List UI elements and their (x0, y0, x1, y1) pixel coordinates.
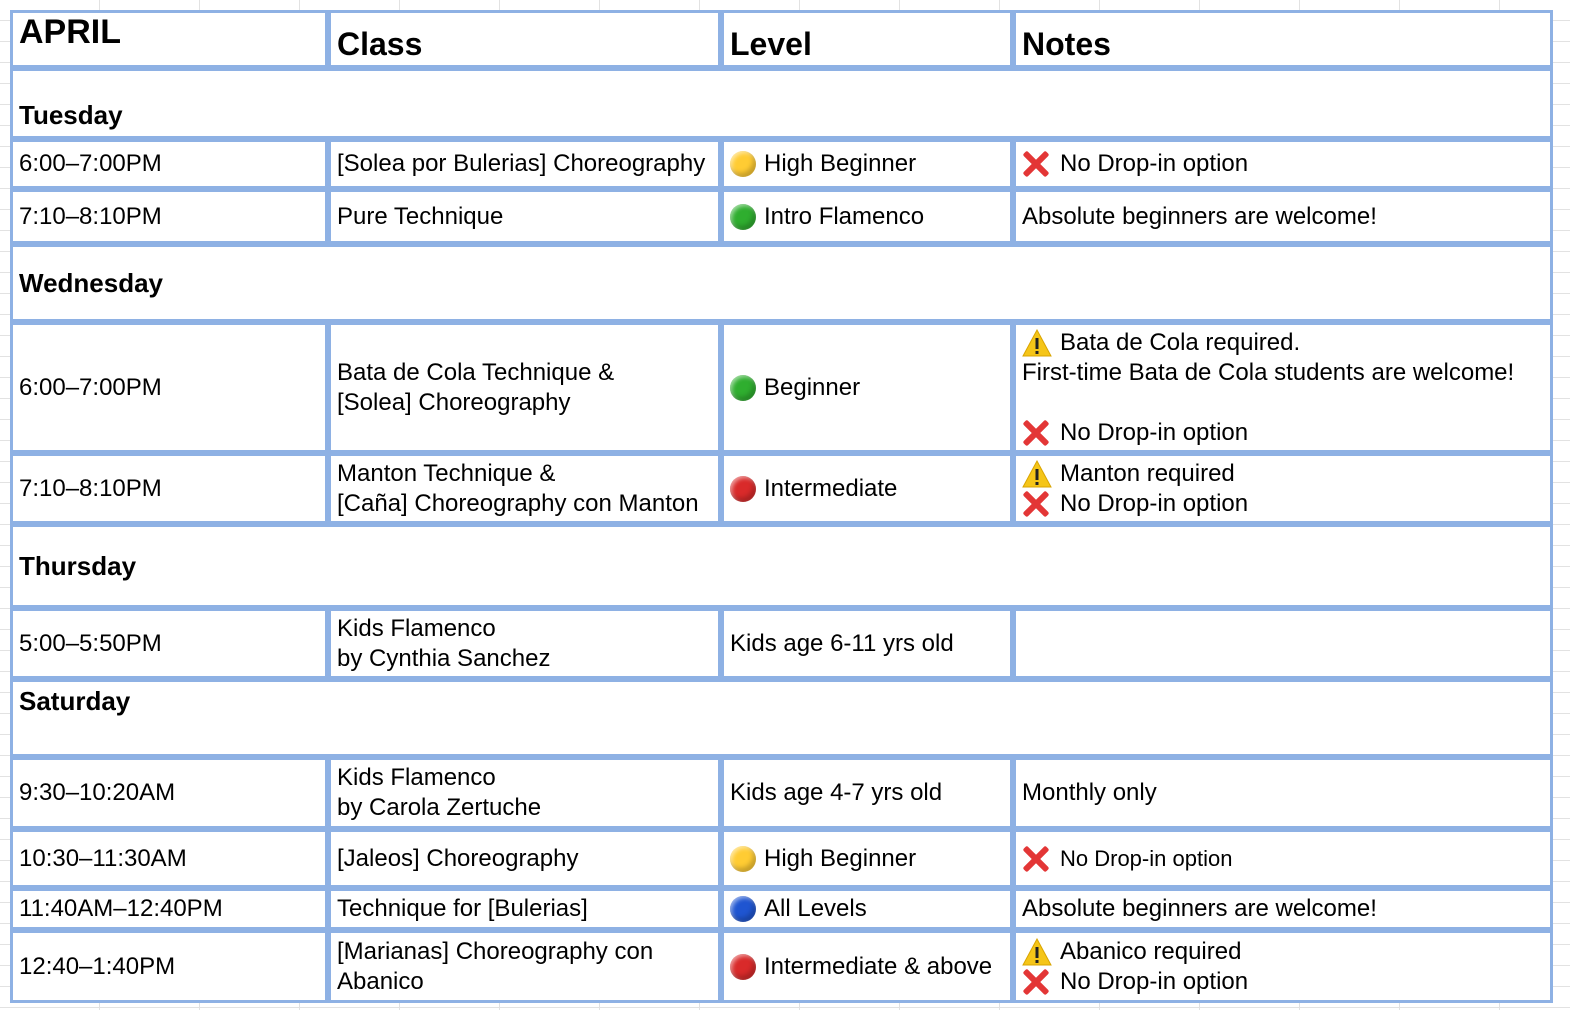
green-circle-icon (730, 204, 756, 230)
note-line (1022, 459, 1248, 489)
notes-cell[interactable] (1013, 888, 1553, 930)
red-circle-icon (730, 476, 756, 502)
note-line (1022, 894, 1377, 924)
time-text: 12:40–1:40PM (19, 952, 176, 980)
class-line (337, 763, 541, 793)
level-cell[interactable] (721, 757, 1013, 829)
note-text: Monthly only (1022, 779, 1157, 806)
header-class-cell[interactable] (328, 10, 721, 68)
class-text: [Caña] Choreography con Manton (337, 489, 699, 517)
note-line (1022, 844, 1232, 874)
day-row-tuesday[interactable] (10, 68, 1553, 139)
class-cell[interactable] (328, 930, 721, 1003)
class-line (337, 844, 578, 874)
x-mark-icon (1022, 490, 1050, 518)
notes-cell[interactable] (1013, 608, 1553, 679)
yellow-circle-icon (730, 846, 756, 872)
class-cell[interactable] (328, 453, 721, 524)
notes-cell[interactable] (1013, 322, 1553, 453)
notes-cell[interactable] (1013, 829, 1553, 888)
header-level-cell[interactable] (721, 10, 1013, 68)
class-line (337, 358, 614, 388)
x-mark-icon (1022, 419, 1050, 447)
level-text: Intro Flamenco (764, 202, 925, 230)
class-text: Technique for [Bulerias] (337, 895, 588, 922)
time-cell[interactable] (10, 829, 328, 888)
note-text: Absolute beginners are welcome! (1022, 895, 1377, 922)
note-line (1022, 778, 1157, 808)
warning-icon (1022, 460, 1052, 488)
notes-cell[interactable] (1013, 930, 1553, 1003)
class-line (337, 967, 653, 997)
level-text: High Beginner (764, 844, 917, 872)
note-text: Absolute beginners are welcome! (1022, 202, 1377, 230)
time-cell[interactable] (10, 608, 328, 679)
class-lines (337, 149, 705, 179)
class-text: [Jaleos] Choreography (337, 844, 579, 872)
class-line (337, 489, 699, 519)
x-mark-icon (1022, 150, 1050, 178)
notes-lines (1022, 328, 1514, 448)
time-text: 5:00–5:50PM (19, 629, 162, 657)
class-text: Manton Technique & (337, 459, 556, 487)
class-cell[interactable] (328, 189, 721, 244)
notes-lines (1022, 149, 1248, 179)
class-line (337, 149, 705, 179)
class-text: [Marianas] Choreography con (337, 937, 654, 965)
x-mark-icon (1022, 845, 1050, 873)
day-row-thursday[interactable] (10, 524, 1553, 608)
time-cell[interactable] (10, 139, 328, 189)
class-text: [Solea] Choreography (337, 388, 571, 416)
class-text: Kids Flamenco (337, 764, 496, 791)
level-text: High Beginner (764, 150, 917, 177)
class-line (337, 388, 614, 418)
blue-circle-icon (730, 896, 756, 922)
time-cell[interactable] (10, 453, 328, 524)
level-cell[interactable] (721, 189, 1013, 244)
header-month-cell[interactable] (10, 10, 328, 68)
class-text: Bata de Cola Technique & (337, 358, 615, 386)
class-line (337, 937, 653, 967)
red-circle-icon (730, 954, 756, 980)
class-line (337, 793, 541, 823)
warning-icon (1022, 329, 1052, 357)
level-text: Intermediate (764, 474, 898, 502)
notes-lines (1022, 894, 1377, 924)
notes-cell[interactable] (1013, 453, 1553, 524)
day-label: Tuesday (19, 100, 123, 130)
level-cell[interactable] (721, 139, 1013, 189)
time-text: 6:00–7:00PM (19, 150, 162, 177)
class-line (337, 459, 699, 489)
time-text: 6:00–7:00PM (19, 373, 162, 401)
note-text: No Drop-in option (1060, 150, 1249, 177)
note-line (1022, 202, 1377, 232)
note-line (1022, 967, 1248, 997)
time-text: 7:10–8:10PM (19, 474, 162, 502)
level-cell[interactable] (721, 829, 1013, 888)
notes-cell[interactable] (1013, 139, 1553, 189)
class-lines (337, 763, 541, 823)
level-text: Intermediate & above (764, 952, 993, 980)
notes-lines (1022, 459, 1248, 519)
header-notes-cell[interactable] (1013, 10, 1553, 68)
note-text: Bata de Cola required. (1060, 328, 1301, 356)
time-text: 9:30–10:20AM (19, 779, 176, 806)
note-text: Manton required (1060, 459, 1235, 487)
class-text: by Carola Zertuche (337, 794, 542, 821)
day-row-saturday[interactable] (10, 679, 1553, 757)
class-lines (337, 937, 653, 997)
level-text: Kids age 6-11 yrs old (730, 629, 954, 657)
note-line (1022, 418, 1514, 448)
notes-lines (1022, 937, 1248, 997)
x-mark-icon (1022, 968, 1050, 996)
header-level-text: Level (730, 26, 812, 62)
class-line (337, 894, 588, 924)
note-text: Abanico required (1060, 937, 1242, 965)
class-cell[interactable] (328, 322, 721, 453)
notes-cell[interactable] (1013, 757, 1553, 829)
class-lines (337, 459, 699, 519)
class-lines (337, 844, 578, 874)
time-cell[interactable] (10, 322, 328, 453)
class-text: Pure Technique (337, 202, 504, 230)
class-lines (337, 894, 588, 924)
day-label: Saturday (19, 686, 131, 716)
class-cell[interactable] (328, 888, 721, 930)
class-line (337, 614, 550, 644)
level-cell[interactable] (721, 322, 1013, 453)
yellow-circle-icon (730, 151, 756, 177)
class-text: Kids Flamenco (337, 614, 496, 642)
class-line (337, 644, 550, 674)
day-label: Wednesday (19, 268, 164, 298)
header-notes-text: Notes (1022, 26, 1111, 62)
level-cell[interactable] (721, 888, 1013, 930)
class-text: Abanico (337, 967, 424, 995)
class-text: by Cynthia Sanchez (337, 644, 551, 672)
level-cell[interactable] (721, 453, 1013, 524)
level-cell[interactable] (721, 930, 1013, 1003)
class-cell[interactable] (328, 139, 721, 189)
class-cell[interactable] (328, 757, 721, 829)
notes-cell[interactable] (1013, 189, 1553, 244)
day-row-wednesday[interactable] (10, 244, 1553, 322)
green-circle-icon (730, 375, 756, 401)
note-line (1022, 388, 1514, 418)
note-text: No Drop-in option (1060, 418, 1249, 446)
level-cell[interactable] (721, 608, 1013, 679)
time-text: 7:10–8:10PM (19, 202, 162, 230)
note-text: No Drop-in option (1060, 489, 1249, 517)
class-cell[interactable] (328, 608, 721, 679)
warning-icon (1022, 938, 1052, 966)
class-lines (337, 358, 614, 418)
notes-lines (1022, 778, 1157, 808)
note-line (1022, 937, 1248, 967)
level-text: Kids age 4-7 yrs old (730, 779, 943, 806)
note-line (1022, 358, 1514, 388)
level-text: Beginner (764, 373, 861, 401)
class-line (337, 202, 503, 232)
time-cell[interactable] (10, 930, 328, 1003)
time-text: 11:40AM–12:40PM (19, 895, 223, 922)
note-text: No Drop-in option (1060, 967, 1249, 995)
class-lines (337, 614, 550, 674)
header-class-text: Class (337, 26, 423, 62)
time-cell[interactable] (10, 888, 328, 930)
note-line (1022, 149, 1248, 179)
note-text: First-time Bata de Cola students are welcome! (1022, 358, 1515, 386)
time-cell[interactable] (10, 757, 328, 829)
notes-lines (1022, 202, 1377, 232)
notes-lines (1022, 844, 1232, 874)
level-text: All Levels (764, 895, 867, 922)
day-label: Thursday (19, 551, 137, 581)
class-text: [Solea por Bulerias] Choreography (337, 150, 706, 177)
header-month-text: APRIL (19, 13, 121, 51)
time-text: 10:30–11:30AM (19, 844, 187, 872)
class-lines (337, 202, 503, 232)
note-line (1022, 328, 1514, 358)
note-line (1022, 489, 1248, 519)
class-cell[interactable] (328, 829, 721, 888)
time-cell[interactable] (10, 189, 328, 244)
note-text: No Drop-in option (1060, 845, 1233, 871)
